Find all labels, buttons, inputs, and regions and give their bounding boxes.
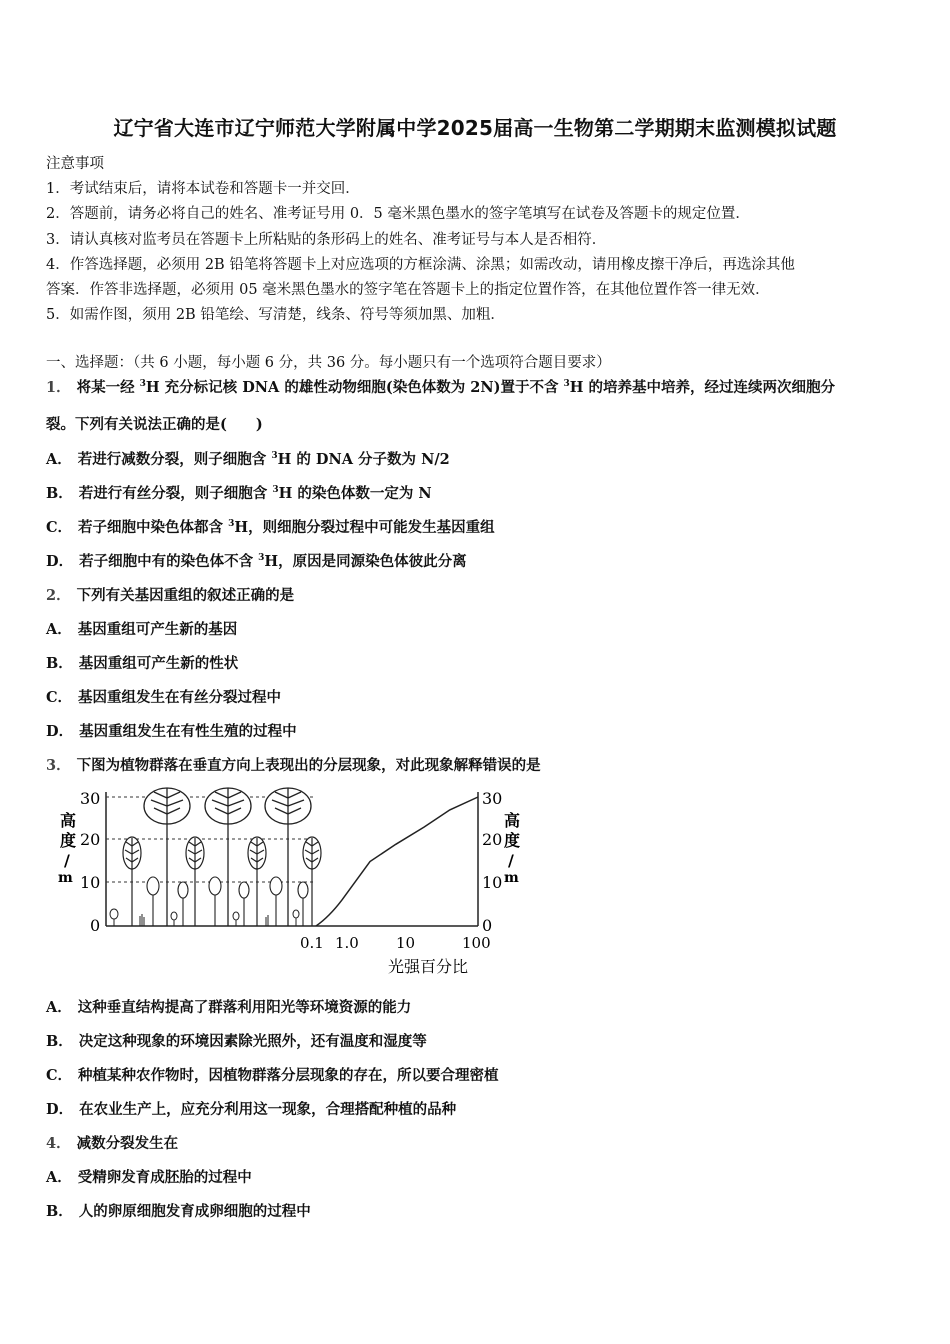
q3-option-c: C． 种植某种农作物时，因植物群落分层现象的存在，所以要合理密植 bbox=[46, 1067, 499, 1084]
x-axis-label: 光强百分比 bbox=[388, 957, 469, 976]
left-axis-title-char: m bbox=[58, 870, 73, 886]
question-3-stem: 3． 下图为植物群落在垂直方向上表现出的分层现象，对此现象解释错误的是 bbox=[46, 757, 541, 774]
q1-option-d: D． 若子细胞中有的染色体不含 $^3$H，原因是同源染色体彼此分离 bbox=[46, 553, 467, 570]
right-axis-title-char: 度 bbox=[504, 831, 521, 850]
x-tick-label: 1.0 bbox=[335, 934, 359, 952]
left-tick-label: 30 bbox=[80, 789, 101, 808]
left-axis-title-char: / bbox=[64, 851, 70, 870]
q1-option-c: C． 若子细胞中染色体都含 $^3$H，则细胞分裂过程中可能发生基因重组 bbox=[46, 519, 495, 536]
section-heading: 一、选择题：（共 6 小题，每小题 6 分，共 36 分。每小题只有一个选项符合题目要求） bbox=[46, 355, 611, 371]
q4-option-a: A． 受精卵发育成胚胎的过程中 bbox=[46, 1169, 252, 1186]
right-axis-title-char: 高 bbox=[504, 811, 521, 830]
q1-option-a: A． 若进行减数分裂，则子细胞含 $^3$H 的 DNA 分子数为 N/2 bbox=[46, 451, 450, 468]
note-item: 2．答题前，请务必将自己的姓名、准考证号用 0．5 毫米黑色墨水的签字笔填写在试卷及答题卡的规定位置． bbox=[46, 206, 750, 222]
question-1-stem-cont: 裂。下列有关说法正确的是( ) bbox=[46, 416, 263, 433]
right-tick-label: 0 bbox=[482, 916, 493, 935]
stratification-figure bbox=[50, 780, 530, 984]
medium-tree bbox=[186, 837, 204, 926]
page-title: 辽宁省大连市辽宁师范大学附属中学2025届高一生物第二学期期末监测模拟试题 bbox=[113, 116, 837, 140]
q3-option-d: D． 在农业生产上，应充分利用这一现象，合理搭配种植的品种 bbox=[46, 1101, 457, 1118]
note-item: 1．考试结束后，请将本试卷和答题卡一并交回． bbox=[46, 181, 360, 197]
q2-option-b: B． 基因重组可产生新的性状 bbox=[46, 655, 239, 672]
q2-option-a: A． 基因重组可产生新的基因 bbox=[46, 621, 238, 638]
note-item: 答案．作答非选择题，必须用 05 毫米黑色墨水的签字笔在答题卡上的指定位置作答，在其他位置作答一律无效． bbox=[46, 282, 770, 298]
question-4-stem: 4． 减数分裂发生在 bbox=[46, 1135, 179, 1152]
question-2-stem: 2． 下列有关基因重组的叙述正确的是 bbox=[46, 587, 295, 604]
light-intensity-curve bbox=[316, 797, 478, 926]
q1-option-b: B． 若进行有丝分裂，则子细胞含 $^3$H 的染色体数一定为 N bbox=[46, 485, 432, 502]
right-tick-label: 20 bbox=[482, 830, 503, 849]
left-tick-label: 10 bbox=[80, 873, 101, 892]
x-tick-label: 100 bbox=[462, 934, 491, 952]
stratification-svg bbox=[50, 780, 530, 980]
note-item: 3．请认真核对监考员在答题卡上所粘贴的条形码上的姓名、准考证号与本人是否相符． bbox=[46, 232, 607, 248]
note-item: 4．作答选择题，必须用 2B 铅笔将答题卡上对应选项的方框涂满、涂黑；如需改动，请用橡皮擦干净后，再选涂其他 bbox=[46, 257, 795, 273]
q4-option-b: B． 人的卵原细胞发育成卵细胞的过程中 bbox=[46, 1203, 311, 1220]
x-tick-label: 10 bbox=[396, 934, 416, 952]
right-tick-label: 10 bbox=[482, 873, 503, 892]
left-tick-label: 20 bbox=[80, 830, 101, 849]
q2-option-d: D． 基因重组发生在有性生殖的过程中 bbox=[46, 723, 297, 740]
notes-heading: 注意事项 bbox=[46, 156, 104, 172]
left-axis-title-char: 度 bbox=[60, 831, 77, 850]
left-tick-label: 0 bbox=[90, 916, 101, 935]
right-axis-title-char: / bbox=[508, 851, 514, 870]
right-axis-title-char: m bbox=[504, 870, 519, 886]
herb-layer bbox=[110, 909, 299, 926]
q3-option-a: A． 这种垂直结构提高了群落利用阳光等环境资源的能力 bbox=[46, 999, 412, 1016]
question-number: 1． bbox=[46, 379, 71, 396]
note-item: 5．如需作图，须用 2B 铅笔绘、写清楚，线条、符号等须加黑、加粗． bbox=[46, 307, 505, 323]
q2-option-c: C． 基因重组发生在有丝分裂过程中 bbox=[46, 689, 282, 706]
right-tick-label: 30 bbox=[482, 789, 503, 808]
q3-option-b: B． 决定这种现象的环境因素除光照外，还有温度和湿度等 bbox=[46, 1033, 427, 1050]
left-axis-title-char: 高 bbox=[60, 811, 77, 830]
x-tick-label: 0.1 bbox=[300, 934, 324, 952]
question-1-stem: 1． 将某一经 $^3$H 充分标记核 DNA 的雄性动物细胞(染色体数为 2N)置于不含 $^3$H 的培养基中培养，经过连续两次细胞分 bbox=[46, 379, 836, 396]
